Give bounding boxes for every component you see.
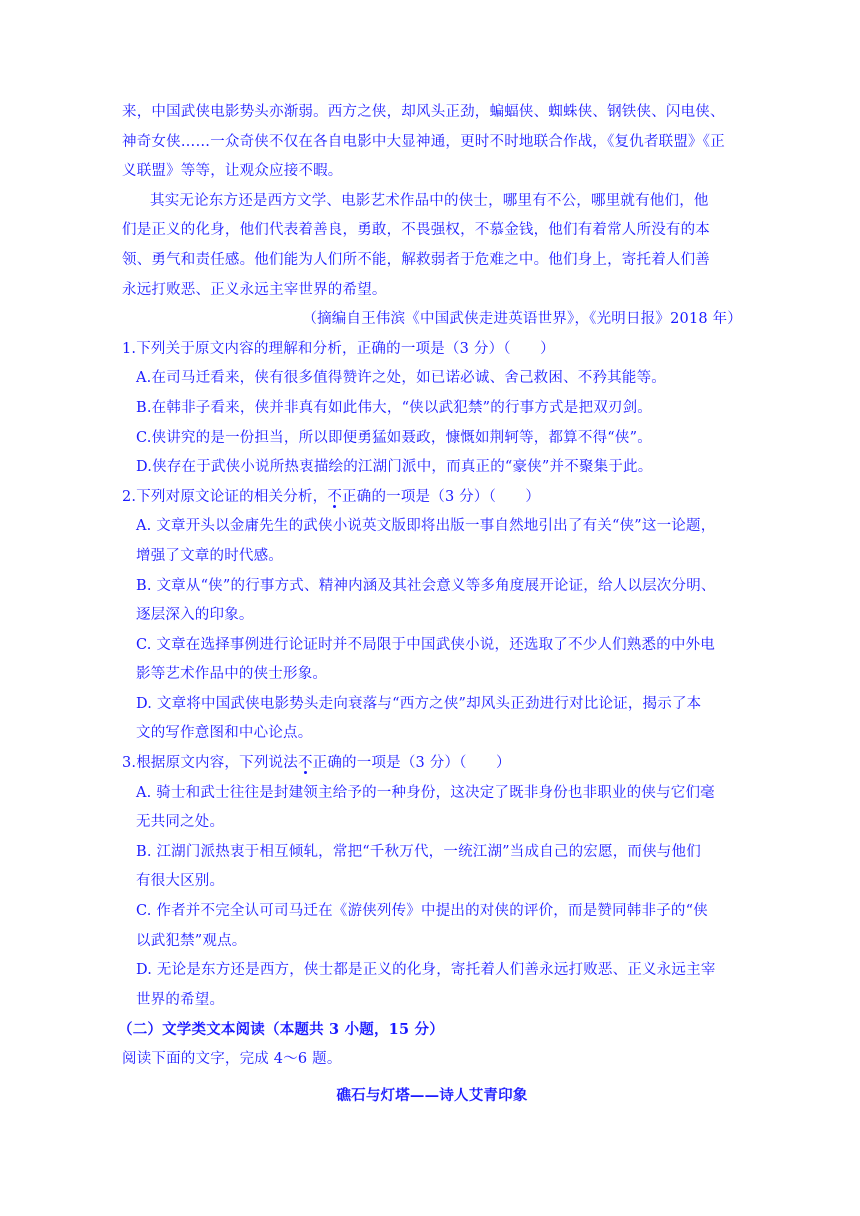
question-2-option-d-cont: 文的写作意图和中心论点。 <box>136 725 313 742</box>
question-3-stem-pre: 3.根据原文内容，下列说法 <box>122 755 298 772</box>
question-3-stem <box>122 749 742 779</box>
emphasis-dot-word: 不 <box>327 488 343 505</box>
question-3-option-a: A. 骑士和武士往往是封建领主给予的一种身份，这决定了既非身份也非职业的侠与它们毫 <box>136 784 715 801</box>
question-2-stem <box>122 483 742 513</box>
question-3-option-d: D. 无论是东方还是西方，侠士都是正义的化身，寄托着人们善永远打败恶、正义永远主宰 <box>136 962 716 979</box>
question-2-stem-post: 正确的一项是（3 分）（ ） <box>342 488 541 505</box>
question-3-stem-post: 正确的一项是（3 分）（ ） <box>312 755 511 772</box>
question-1-option-a: A.在司马迁看来，侠有很多值得赞许之处，如已诺必诚、舍己救困、不矜其能等。 <box>136 370 666 387</box>
question-2-option-c: C. 文章在选择事例进行论证时并不局限于中国武侠小说，还选取了不少人们熟悉的中外电 <box>136 636 715 653</box>
passage-line: 神奇女侠……一众奇侠不仅在各自电影中大显神通，更时不时地联合作战，《复仇者联盟》《正 <box>122 133 725 150</box>
document-page <box>118 98 742 1110</box>
article-title: 礁石与灯塔——诗人艾青印象 <box>336 1086 528 1104</box>
question-2-option-b: B. 文章从“侠”的行事方式、精神内涵及其社会意义等多角度展开论证，给人以层次分明、 <box>136 577 716 594</box>
question-2-option-a-cont: 增强了文章的时代感。 <box>136 547 283 564</box>
source-citation: （摘编自王伟滨《中国武侠走进英语世界》，《光明日报》2018 年） <box>302 311 742 328</box>
question-3-option-c: C. 作者并不完全认可司马迁在《游侠列传》中提出的对侠的评价，而是赞同韩非子的“侠 <box>136 903 708 920</box>
question-2-stem-pre: 2.下列对原文论证的相关分析， <box>122 488 328 505</box>
passage-line: 来，中国武侠电影势头亦渐弱。西方之侠，却风头正劲，蝙蝠侠、蜘蛛侠、钢铁侠、闪电侠、 <box>122 104 725 120</box>
question-1-option-d: D.侠存在于武侠小说所热衷描绘的江湖门派中，而真正的“豪侠”并不聚集于此。 <box>136 459 653 476</box>
passage-line: 其实无论东方还是西方文学、电影艺术作品中的侠士，哪里有不公，哪里就有他们，他 <box>150 192 709 209</box>
question-3-option-b: B. 江湖门派热衷于相互倾轧，常把“千秋万代，一统江湖”当成自己的宏愿，而侠与他们 <box>136 843 701 860</box>
section-instruction: 阅读下面的文字，完成 4～6 题。 <box>122 1051 342 1067</box>
question-2-option-c-cont: 影等艺术作品中的侠士形象。 <box>136 666 328 683</box>
passage-line: 领、勇气和责任感。他们能为人们所不能，解救弱者于危难之中。他们身上，寄托着人们善 <box>122 251 710 268</box>
section-heading: （二）文学类文本阅读（本题共 3 小题，15 分） <box>118 1021 444 1039</box>
question-1-stem: 1.下列关于原文内容的理解和分析，正确的一项是（3 分）（ ） <box>122 340 555 357</box>
passage-line: 义联盟》等等，让观众应接不暇。 <box>122 163 343 180</box>
question-3-option-d-cont: 世界的希望。 <box>136 991 225 1008</box>
passage-line: 永远打败恶、正义永远主宰世界的希望。 <box>122 281 387 298</box>
question-2-option-b-cont: 逐层深入的印象。 <box>136 607 254 624</box>
question-2-option-a: A. 文章开头以金庸先生的武侠小说英文版即将出版一事自然地引出了有关“侠”这一论题， <box>136 518 716 535</box>
question-3-option-b-cont: 有很大区别。 <box>136 873 225 890</box>
emphasis-dot-word: 不 <box>297 755 313 772</box>
question-1-option-b: B.在韩非子看来，侠并非真有如此伟大，“侠以武犯禁”的行事方式是把双刃剑。 <box>136 399 652 416</box>
question-2-option-d: D. 文章将中国武侠电影势头走向衰落与“西方之侠”却风头正劲进行对比论证，揭示了本 <box>136 695 702 712</box>
question-1-option-c: C.侠讲究的是一份担当，所以即便勇猛如聂政，慷慨如荆轲等，都算不得“侠”。 <box>136 429 652 446</box>
question-3-option-a-cont: 无共同之处。 <box>136 814 225 831</box>
question-3-option-c-cont: 以武犯禁”观点。 <box>136 932 247 949</box>
passage-line: 们是正义的化身，他们代表着善良，勇敢，不畏强权，不慕金钱，他们有着常人所没有的本 <box>122 222 710 239</box>
